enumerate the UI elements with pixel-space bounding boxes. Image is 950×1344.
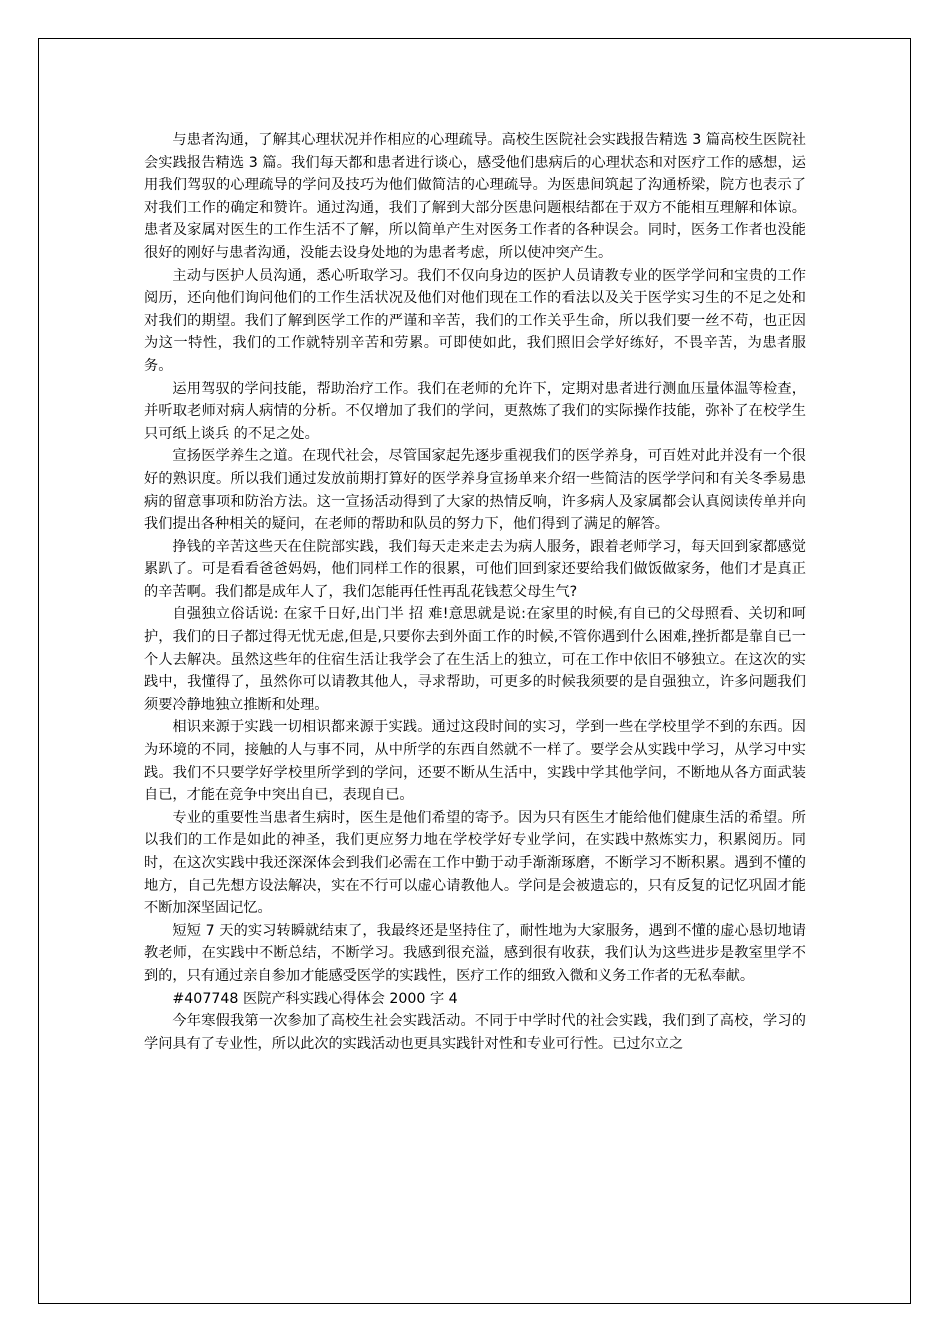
paragraph-assist-treatment: 运用驾驭的学问技能，帮助治疗工作。我们在老师的允许下，定期对患者进行测血压量体温等检查，并听取老师对病人病情的分析。不仅增加了我们的学问，更熬炼了我们的实际操作技能，弥补了在校学生只可纸上谈兵 的不足之处。: [144, 380, 806, 442]
paragraph-health-promotion: 宣扬医学养生之道。在现代社会，尽管国家起先逐步重视我们的医学养身，可百姓对此并没有一个很好的熟识度。所以我们通过发放前期打算好的医学养身宣扬单来介绍一些简洁的医学学问和有关冬季易患病的留意事项和防治方法。这一宣扬活动得到了大家的热情反响，许多病人及家属都会认真阅读传单并向我们提出各种相关的疑问，在老师的帮助和队员的努力下，他们得到了满足的解答。: [144, 448, 806, 533]
paragraph-winter-practice: 今年寒假我第一次参加了高校生社会实践活动。不同于中学时代的社会实践，我们到了高校，学习的学问具有了专业性，所以此次的实践活动也更具实践针对性和专业可行性。已过尔立之: [144, 1013, 806, 1052]
paragraph-professionalism: 专业的重要性当患者生病时，医生是他们希望的寄予。因为只有医生才能给他们健康生活的希望。所以我们的工作是如此的神圣，我们更应努力地在学校学好专业学问，在实践中熬炼实力，积累阅历。同时，在这次实践中我还深深体会到我们必需在工作中勤于动手渐渐琢磨，不断学习不断积累。遇到不懂的地方，自己先想方设法解决，实在不行可以虚心请教他人。学问是会被遗忘的，只有反复的记忆巩固才能不断加深坚固记忆。: [144, 809, 806, 917]
paragraph-staff-learning: 主动与医护人员沟通，悉心听取学习。我们不仅向身边的医护人员请教专业的医学学问和宝贵的工作阅历，还向他们询问他们的工作生活状况及他们对他们现在工作的看法以及关于医学实习生的不足之处和对我们的期望。我们了解到医学工作的严谨和辛苦，我们的工作关乎生命，所以我们要一丝不苟，也正因为这一特性，我们的工作就特别辛苦和劳累。可即使如此，我们照旧会学好练好，不畏辛苦，为患者服务。: [144, 267, 806, 374]
paragraph-hard-work: 挣钱的辛苦这些天在住院部实践，我们每天走来走去为病人服务，跟着老师学习，每天回到家都感觉累趴了。可是看看爸爸妈妈，他们同样工作的很累，可他们回到家还要给我们做饭做家务，他们才是真正的辛苦啊。我们都是成年人了，我们怎能再任性再乱花钱惹父母生气?: [144, 538, 806, 600]
document-body: [144, 129, 806, 1055]
section-heading: #407748 医院产科实践心得体会 2000 字 4: [172, 990, 458, 1007]
paragraph-knowledge-from-practice: 相识来源于实践一切相识都来源于实践。通过这段时间的实习，学到一些在学校里学不到的东西。因为环境的不同，接触的人与事不同，从中所学的东西自然就不一样了。要学会从实践中学习，从学习中实践。我们不只要学好学校里所学到的学问，还要不断从生活中，实践中学其他学问，不断地从各方面武装自已，才能在竞争中突出自已，表现自已。: [144, 719, 806, 804]
paragraph-communication: 与患者沟通，了解其心理状况并作相应的心理疏导。高校生医院社会实践报告精选 3 篇高校生医院社会实践报告精选 3 篇。我们每天都和患者进行谈心，感受他们患病后的心理状态和对医疗工作的感想，运用我们驾驭的心理疏导的学问及技巧为他们做简洁的心理疏导。为医患间筑起了沟通桥梁，院方也表示了对我们工作的确定和赞许。通过沟通，我们了解到大部分医患问题根结都在于双方不能相互理解和体谅。患者及家属对医生的工作生活不了解，所以简单产生对医务工作者的各种误会。同时，医务工作者也没能很好的刚好与患者沟通，没能去设身处地的为患者考虑，所以使冲突产生。: [144, 132, 806, 261]
paragraph-independence: 自强独立俗话说: 在家千日好,出门半 招 难!意思就是说:在家里的时候,有自已的父母照看、关切和呵护，我们的日子都过得无忧无虑,但是,只要你去到外面工作的时候,不管你遇到什么困难,挫折都是靠自已一个人去解决。虽然这些年的住宿生活让我学会了在生活上的独立，可在工作中依旧不够独立。在这次的实践中，我懂得了，虽然你可以请教其他人，寻求帮助，可更多的时候我须要的是自强独立，许多问题我们须要冷静地独立推断和处理。: [144, 606, 806, 713]
paragraph-conclusion: 短短 7 天的实习转瞬就结束了，我最终还是坚持住了，耐性地为大家服务，遇到不懂的虚心恳切地请教老师，在实践中不断总结，不断学习。我感到很充溢，感到很有收获，我们认为这些进步是教室里学不到的，只有通过亲自参加才能感受医学的实践性，医疗工作的细致入微和义务工作者的无私奉献。: [144, 922, 806, 984]
